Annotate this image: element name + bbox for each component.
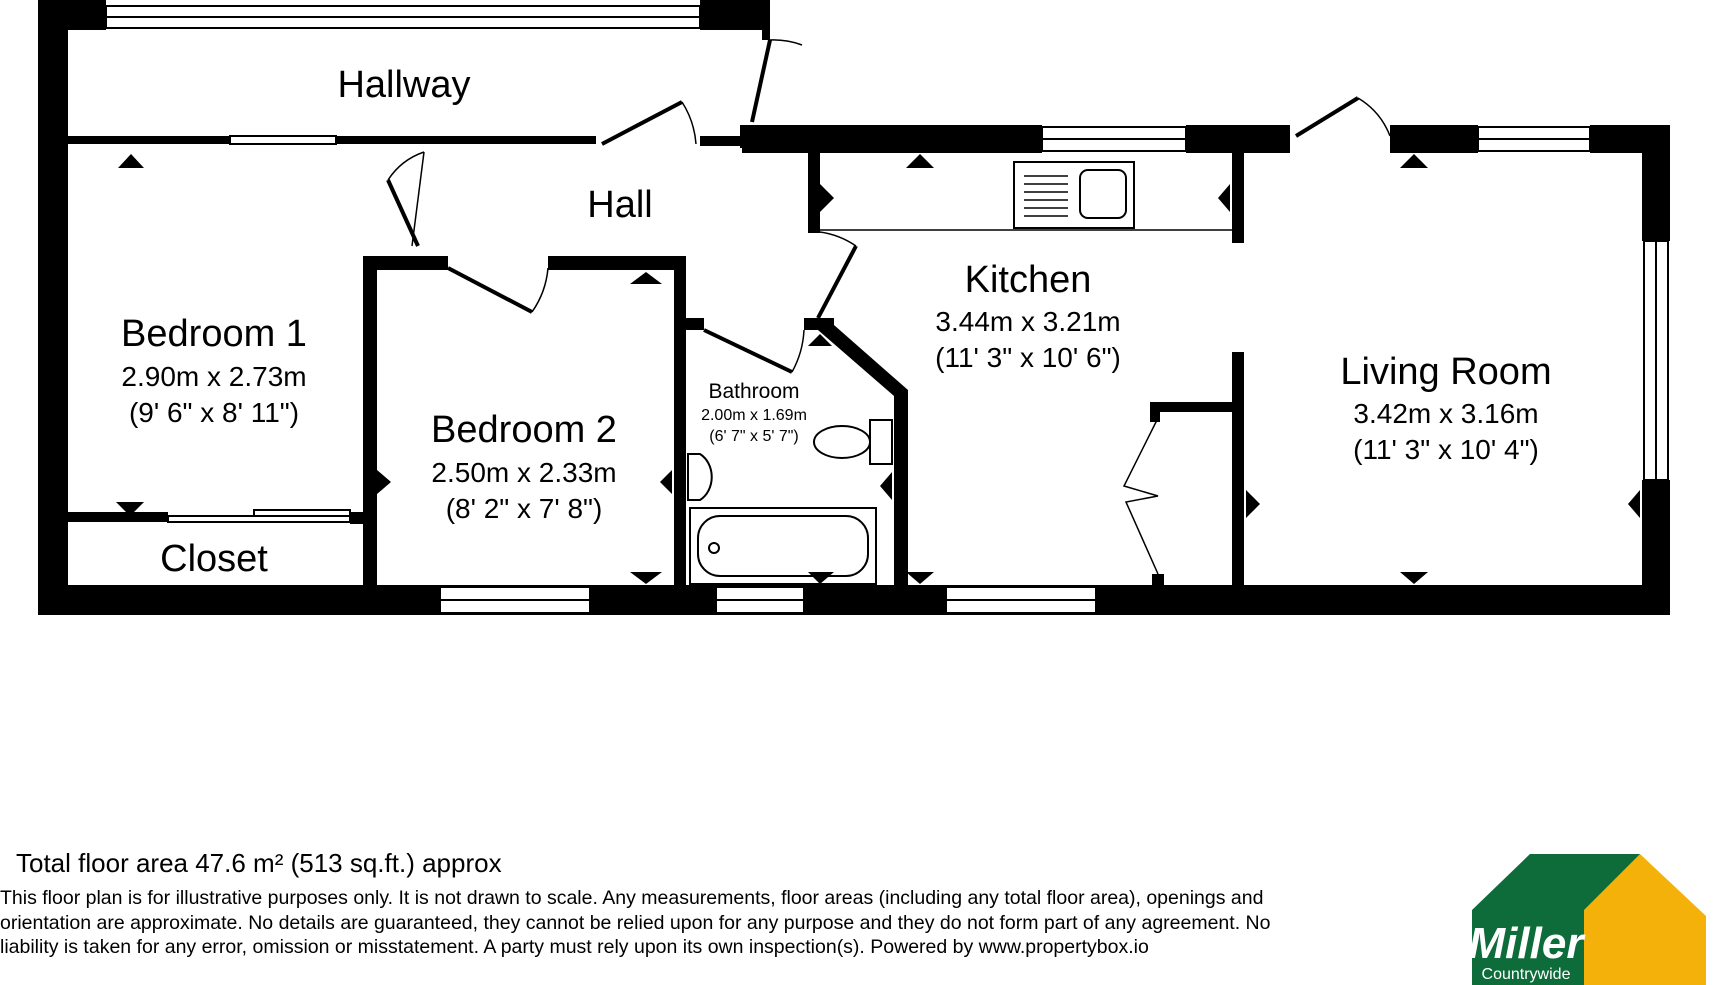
living-room-imperial: (11' 3" x 10' 4") [1353,434,1539,465]
kitchen-name: Kitchen [964,259,1092,301]
kitchen-imperial: (11' 3" x 10' 6") [935,342,1121,373]
bedroom2-imperial: (8' 2" x 7' 8") [445,493,603,524]
disclaimer-line: orientation are approximate. No details are guaranteed, they cannot be relied upon for any purpose and they do not form part of any agreement. No [0,911,1271,934]
bathroom-imperial: (6' 7" x 5' 7") [709,428,799,445]
logo-brand: Miller [1468,919,1584,968]
fixtures [688,162,1232,584]
hallway-name: Hallway [337,64,471,106]
disclaimer-line: This floor plan is for illustrative purposes only. It is not drawn to scale. Any measurements, floor areas (including any total floor area), openings and [0,887,1264,909]
bedroom2-name: Bedroom 2 [431,409,617,451]
miller-countrywide-logo [1466,852,1706,985]
basin-icon [688,454,712,500]
bedroom1-metric: 2.90m x 2.73m [121,361,307,392]
living-room-metric: 3.42m x 3.16m [1353,398,1539,429]
total-floor-area: Total floor area 47.6 m² (513 sq.ft.) approx [16,848,502,878]
bedroom2-metric: 2.50m x 2.33m [431,457,617,488]
bedroom1-name: Bedroom 1 [121,313,307,355]
living-room-name: Living Room [1340,351,1552,393]
bathroom-metric: 2.00m x 1.69m [701,407,807,424]
kitchen-metric: 3.44m x 3.21m [935,306,1121,337]
bedroom1-imperial: (9' 6" x 8' 11") [128,397,300,428]
disclaimer [0,886,1395,960]
hall-name: Hall [587,184,653,226]
toilet-icon [870,420,892,464]
bathroom-name: Bathroom [708,380,800,403]
closet-name: Closet [160,538,268,580]
logo-sub: Countrywide [1481,966,1571,983]
disclaimer-line: liability is taken for any error, omission or misstatement. A party must rely upon its own inspection(s). Powered by www.propertybox.io [0,936,1149,958]
